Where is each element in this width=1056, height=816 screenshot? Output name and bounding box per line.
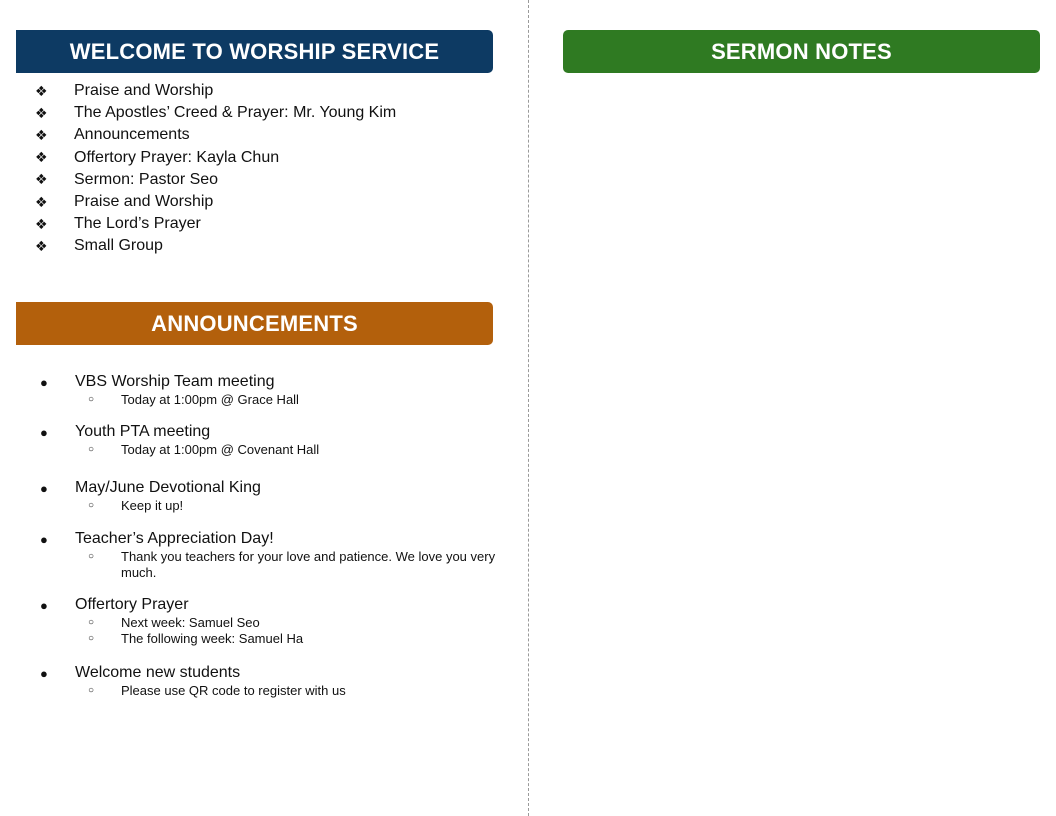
diamond-bullet-icon: ❖ [35,171,48,188]
page-fold-divider [528,0,529,816]
hollow-circle-bullet-icon: ○ [88,500,95,511]
announcement-title: Teacher’s Appreciation Day! [75,530,274,547]
welcome-banner [16,30,493,73]
order-item-label: Praise and Worship [74,193,214,211]
announcement-title: Youth PTA meeting [75,423,211,440]
order-item-label: Small Group [74,237,163,255]
announcement-item [38,478,518,514]
announcement-item [38,422,518,458]
sermon-notes-banner [563,30,1040,73]
announcement-title: VBS Worship Team meeting [75,373,275,390]
announcement-detail-text: Thank you teachers for your love and patience. We love you very much. [121,549,496,580]
hollow-circle-bullet-icon: ○ [88,633,95,644]
announcement-detail [38,683,518,699]
announcement-item [38,529,518,581]
announcement-detail-text: The following week: Samuel Ha [121,631,304,646]
hollow-circle-bullet-icon: ○ [88,444,95,455]
bullet-dot-icon: ● [40,531,48,547]
order-item [34,235,396,257]
order-item-label: Praise and Worship [74,82,214,100]
order-item-label: Offertory Prayer: Kayla Chun [74,148,280,166]
announcement-title: May/June Devotional King [75,479,261,496]
hollow-circle-bullet-icon: ○ [88,617,95,628]
announcement-detail-text: Next week: Samuel Seo [121,615,260,630]
order-item [34,124,396,146]
announcement-item [38,372,518,408]
announcement-detail-text: Today at 1:00pm @ Covenant Hall [121,442,320,457]
hollow-circle-bullet-icon: ○ [88,394,95,405]
announcement-detail [38,615,518,631]
order-of-service-list [34,80,396,258]
announcement-detail [38,549,518,581]
welcome-title: WELCOME TO WORSHIP SERVICE [69,38,440,64]
diamond-bullet-icon: ❖ [35,215,48,232]
bullet-dot-icon: ● [40,374,48,390]
bullet-dot-icon: ● [40,480,48,496]
diamond-bullet-icon: ❖ [35,126,48,143]
hollow-circle-bullet-icon: ○ [88,685,95,696]
order-item [34,191,396,213]
announcement-detail [38,442,518,458]
order-item-label: The Apostles’ Creed & Prayer: Mr. Young Kim [74,104,397,122]
bullet-dot-icon: ● [40,597,48,613]
announcement-detail [38,392,518,408]
announcement-title: Offertory Prayer [75,596,189,613]
announcement-detail-text: Keep it up! [121,498,184,513]
announcements-banner [16,302,493,345]
order-item [34,169,396,191]
announcements-title: ANNOUNCEMENTS [151,310,358,336]
order-item-label: The Lord’s Prayer [74,215,201,233]
diamond-bullet-icon: ❖ [35,193,48,210]
diamond-bullet-icon: ❖ [35,149,48,166]
order-item-label: Sermon: Pastor Seo [74,170,219,188]
sermon-notes-title: SERMON NOTES [711,38,892,64]
order-item [34,102,396,124]
diamond-bullet-icon: ❖ [35,82,48,99]
order-item [34,147,396,169]
announcement-detail-text: Today at 1:00pm @ Grace Hall [121,392,299,407]
bullet-dot-icon: ● [40,665,48,681]
announcement-detail [38,631,518,647]
order-item-label: Announcements [74,126,190,144]
announcement-item [38,663,518,699]
announcements-list [38,372,518,699]
diamond-bullet-icon: ❖ [35,237,48,254]
announcement-title: Welcome new students [75,664,241,681]
order-item [34,80,396,102]
announcement-item [38,595,518,647]
diamond-bullet-icon: ❖ [35,104,48,121]
bullet-dot-icon: ● [40,424,48,440]
order-item [34,213,396,235]
announcement-detail-text: Please use QR code to register with us [121,683,346,698]
hollow-circle-bullet-icon: ○ [88,551,95,562]
announcement-detail [38,498,518,514]
